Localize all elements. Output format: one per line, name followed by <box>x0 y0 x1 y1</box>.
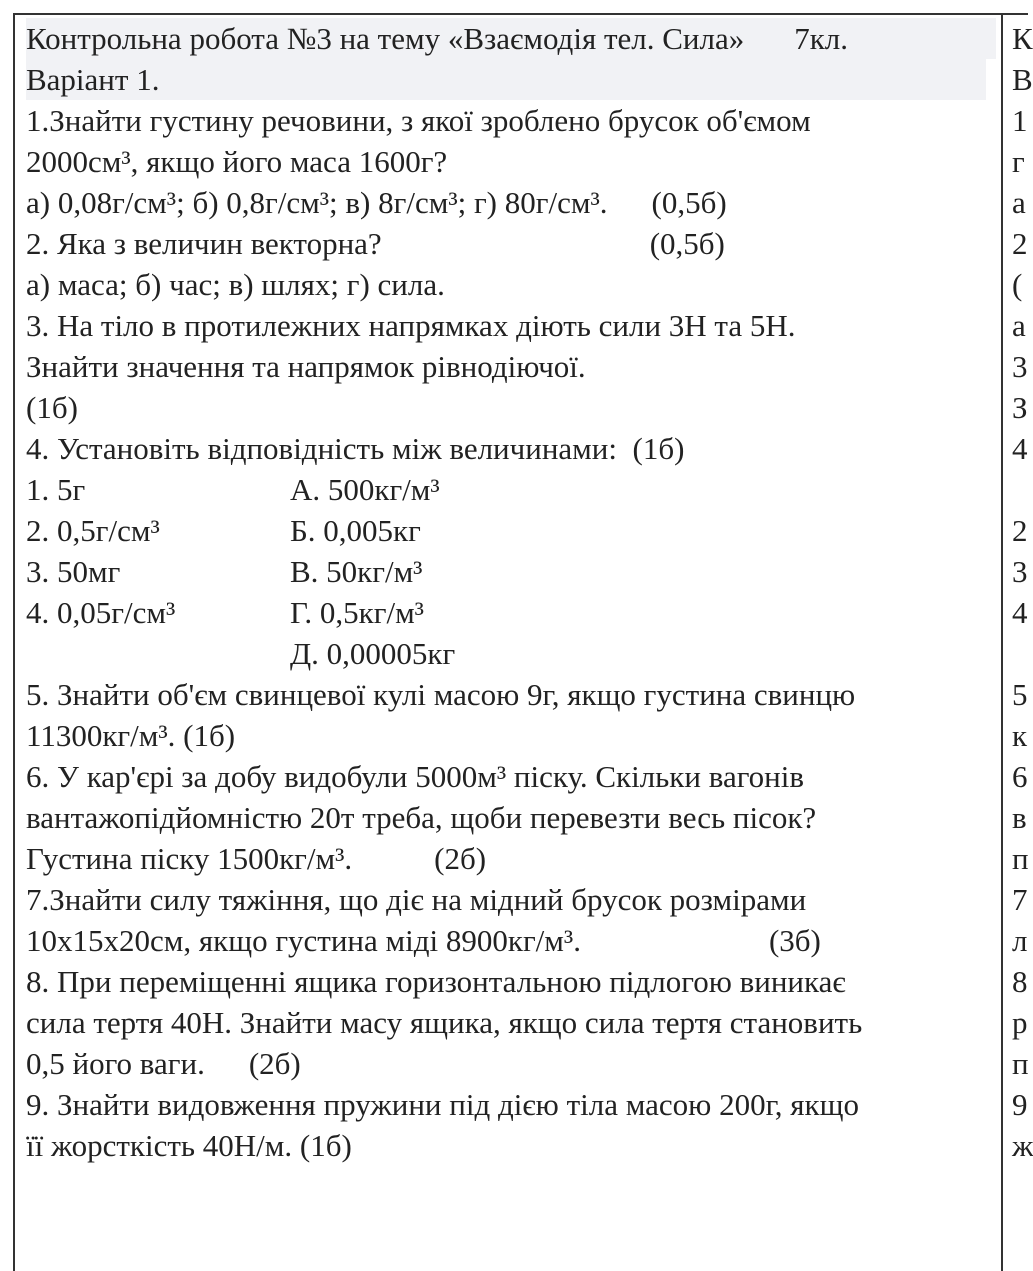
table-top-border <box>13 13 1028 15</box>
q8-line3: 0,5 його ваги. (2б) <box>26 1046 301 1081</box>
right-col-line: 8 <box>1012 964 1028 999</box>
q9-line2: її жорсткість 40Н/м. (1б) <box>26 1128 352 1163</box>
right-col-line: 9 <box>1012 1087 1028 1122</box>
variant-1-column <box>26 18 996 1166</box>
right-col-line: 2 <box>1012 513 1028 548</box>
q5-line2: 11300кг/м³. (1б) <box>26 718 236 753</box>
q1-options: а) 0,08г/см³; б) 0,8г/см³; в) 8г/см³; г) 80г/см³. (0,5б) <box>26 185 727 220</box>
right-col-line <box>1012 469 1028 510</box>
q3-line1: 3. На тіло в протилежних напрямках діють сили 3Н та 5Н. <box>26 308 796 343</box>
q1-points: (0,5б) <box>651 185 727 220</box>
q4-question: 4. Установіть відповідність між величинами: (1б) <box>26 431 685 466</box>
q2-question: 2. Яка з величин векторна? (0,5б) <box>26 226 725 261</box>
right-col-line: 6 <box>1012 759 1028 794</box>
q1-line2: 2000см³, якщо його маса 1600г? <box>26 144 448 179</box>
q1-line1: 1.Знайти густину речовини, з якої зроблено брусок об'ємом <box>26 103 811 138</box>
right-col-line <box>1012 633 1028 674</box>
q4-row-5: Д. 0,00005кг <box>290 636 456 671</box>
table-left-border <box>13 13 15 1271</box>
q2-options: а) маса; б) час; в) шлях; г) сила. <box>26 267 445 302</box>
right-col-line: 5 <box>1012 677 1028 712</box>
right-col-line: З <box>1012 390 1028 425</box>
right-col-line: а <box>1012 185 1026 220</box>
right-col-line: п <box>1012 841 1029 876</box>
right-col-line: п <box>1012 1046 1029 1081</box>
right-col-line: ( <box>1012 267 1023 302</box>
right-col-line: 1 <box>1012 103 1028 138</box>
q4-row-2: 2. 0,5г/см³ Б. 0,005кг <box>26 513 421 548</box>
q3-line2: Знайти значення та напрямок рівнодіючої. <box>26 349 586 384</box>
test-title: Контрольна робота №3 на тему «Взаємодія тел. Сила» 7кл. <box>26 18 996 59</box>
q7-line1: 7.Знайти силу тяжіння, що діє на мідний брусок розмірами <box>26 882 807 917</box>
right-col-line: 3 <box>1012 554 1028 589</box>
q4-row-1: 1. 5г А. 500кг/м³ <box>26 472 440 507</box>
q3-points: (1б) <box>26 390 78 425</box>
variant-2-column-cropped <box>1012 18 1033 1166</box>
grade: 7кл. <box>794 21 849 56</box>
right-col-line: в <box>1012 800 1027 835</box>
q8-line1: 8. При переміщенні ящика горизонтальною підлогою виникає <box>26 964 846 999</box>
right-col-line: ж <box>1012 1128 1033 1163</box>
q4-points: (1б) <box>632 431 685 466</box>
right-col-line: К <box>1012 21 1033 56</box>
right-col-line: 4 <box>1012 595 1028 630</box>
q2-points: (0,5б) <box>649 226 725 261</box>
right-col-line: 4 <box>1012 431 1028 466</box>
right-col-line: р <box>1012 1005 1028 1040</box>
q7-points: (3б) <box>768 923 821 958</box>
q4-row-3: 3. 50мг В. 50кг/м³ <box>26 554 423 589</box>
right-col-line: л <box>1012 923 1028 958</box>
right-col-line: к <box>1012 718 1028 753</box>
right-col-line: 2 <box>1012 226 1028 261</box>
q5-line1: 5. Знайти об'єм свинцевої кулі масою 9г, якщо густина свинцю <box>26 677 856 712</box>
right-col-line: В <box>1012 62 1033 97</box>
q6-line3: Густина піску 1500кг/м³. (2б) <box>26 841 487 876</box>
q4-row-4: 4. 0,05г/см³ Г. 0,5кг/м³ <box>26 595 424 630</box>
q7-line2: 10х15х20см, якщо густина міді 8900кг/м³. (3б) <box>26 923 821 958</box>
q6-line2: вантажопідйомністю 20т треба, щоби перевезти весь пісок? <box>26 800 817 835</box>
variant-label: Варіант 1. <box>26 59 986 100</box>
right-col-line: а <box>1012 308 1026 343</box>
table-column-divider <box>1001 13 1003 1271</box>
q8-line2: сила тертя 40Н. Знайти масу ящика, якщо сила тертя становить <box>26 1005 863 1040</box>
q6-points: (2б) <box>434 841 487 876</box>
right-col-line: г <box>1012 144 1025 179</box>
q9-line1: 9. Знайти видовження пружини під дією тіла масою 200г, якщо <box>26 1087 859 1122</box>
q6-line1: 6. У кар'єрі за добу видобули 5000м³ піску. Скільки вагонів <box>26 759 804 794</box>
right-col-line: 7 <box>1012 882 1028 917</box>
q8-points: (2б) <box>248 1046 301 1081</box>
right-col-line: 3 <box>1012 349 1028 384</box>
